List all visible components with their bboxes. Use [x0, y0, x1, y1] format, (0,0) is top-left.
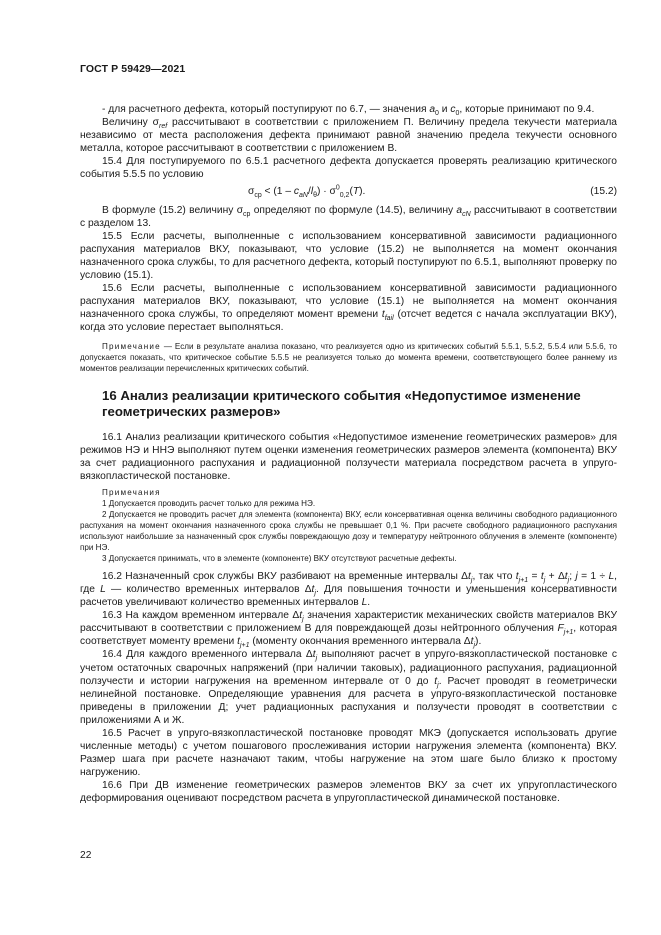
- equation-number: (15.2): [590, 185, 617, 197]
- equation-formula: $\sigma_{ср} < (1 - c_{aN}/l_\theta) \cdot \sigma^0_{0,2}(T)$.: [248, 184, 366, 199]
- paragraph-yield-stress: Величину $\sigma_{ref}$ рассчитывают в соответствии с приложением П. Величину предела текучести материала независимо от места расположения дефекта принимают равной значению предела текучести основного металла, которое рассчитывают в соответствии с приложением В.: [80, 117, 618, 155]
- paragraph-16-2: 16.2 Назначенный срок службы ВКУ разбивают на временные интервалы $\Delta t_j$, так что $t_{j+1} = t_j + \Delta t_j$; j = 1 ÷ L, где L — количество временных интервалов $\Delta t_j$. Для повышения точности и уменьшения консервативности расчетов увеличивают количество временных интервалов L.: [80, 570, 618, 609]
- paragraph-defect-values: - для расчетного дефекта, который поступируют по 6.7, — значения $a_0$ и $c_0$, которые принимают по 9.4.: [102, 104, 595, 118]
- notes-16-1-label: Примечания: [102, 487, 161, 497]
- page-number: 22: [80, 850, 92, 861]
- paragraph-16-1: 16.1 Анализ реализации критического события «Недопустимое изменение геометрических размеров» для режимов НЭ и ННЭ выполняют путем оценки изменения геометрических размеров элемента (компонента) ВКУ за счет радиационного распухания и радиационной ползучести материала посредством расчета в упруго-вязкопластической постановке.: [80, 431, 617, 482]
- paragraph-16-3: 16.3 На каждом временном интервале $\Delta t_j$ значения характеристик механических свойств материалов ВКУ рассчитывают в соответствии с приложением В для повреждающей дозы нейтронного облучения $F_{j+1}$, которая соответствует моменту времени $t_{j+1}$ (моменту окончания временного интервала $\Delta t_j$).: [80, 610, 618, 650]
- equation-15-2: [80, 184, 617, 199]
- paragraph-16-6: 16.6 При ДВ изменение геометрических размеров элементов ВКУ за счет их упругопластического деформирования оценивают посредством расчета в упругопластической динамической постановке.: [80, 780, 617, 805]
- section-16-title: 16 Анализ реализации критического события «Недопустимое изменение геометрических размеров»: [102, 387, 581, 419]
- paragraph-15-4: 15.4 Для поступируемого по 6.5.1 расчетного дефекта допускается проверять реализацию критического события 5.5.5 по условию: [80, 156, 617, 181]
- paragraph-16-5: 16.5 Расчет в упруго-вязкопластической постановке проводят МКЭ (допускается использовать другие численные методы) с учетом пошагового прослеживания истории нагружения элемента (компонента) ВКУ. Размер шага при расчете назначают таким, чтобы нагружение на этом шаге было близко к простому нагружению.: [80, 728, 617, 779]
- note-16-1-item-3: 3 Допускается принимать, что в элементе (компоненте) ВКУ отсутствуют расчетные дефекты.: [102, 553, 457, 563]
- page-body: [80, 103, 617, 806]
- note-15-6: Примечание — Если в результате анализа показано, что реализуется одно из критических событий 5.5.1, 5.5.2, 5.5.4 или 5.5.6, то допускается показать, что критическое событие 5.5.5 не реализуется только до момента времени, соответствующего более раннему из моментов реализации перечисленных критических событий.: [80, 341, 617, 373]
- paragraph-16-4: 16.4 Для каждого временного интервала $\Delta t_j$ выполняют расчет в упруго-вязкопластической постановке с учетом остаточных сварочных напряжений (при наличии таковых), радиационного распухания, радиационной ползучести и истории нагружения на временном интервале от 0 до $t_j$. Расчет проводят в геометрически нелинейной постановке. Определяющие уравнения для расчета в упруго-вязкопластической постановке приведены в приложении Д; учет радиационных распухания и ползучести проводят в соответствии с приложениями А и Ж.: [80, 649, 617, 726]
- note-16-1-item-2: 2 Допускается не проводить расчет для элемента (компонента) ВКУ, если консервативная оценка величины свободного радиационного распухания на момент окончания назначенного срока службы не превышает 0,1 %. При расчете свободного радиационного распухания используют наибольшие за назначенный срок службы повреждающую дозу и температуру нейтронного облучения в элементе (компоненте) при НЭ.: [80, 509, 617, 552]
- document-header: ГОСТ Р 59429—2021: [80, 63, 186, 75]
- paragraph-formula-explanation: В формуле (15.2) величину $\sigma_{ср}$ определяют по формуле (14.5), величину $a_{cN}$ рассчитывают в соответствии с разделом 13.: [80, 204, 617, 229]
- paragraph-15-6: 15.6 Если расчеты, выполненные с использованием консервативной зависимости радиационного распухания материалов ВКУ, показывают, что условие (15.1) не выполняется на момент окончания назначенного срока службы, то определяют момент времени $t_{fail}$ (отсчет ведется с начала эксплуатации ВКУ), когда это условие перестает выполняться.: [80, 283, 617, 334]
- note-16-1-item-1: 1 Допускается проводить расчет только для режима НЭ.: [102, 498, 316, 508]
- paragraph-15-5: 15.5 Если расчеты, выполненные с использованием консервативной зависимости радиационного распухания материалов ВКУ, показывают, что условие (15.2) не выполняется на момент окончания назначенного срока службы, то для расчетного дефекта, который поступируют по 6.5.1, выполняют проверку по условию (15.1).: [80, 230, 617, 282]
